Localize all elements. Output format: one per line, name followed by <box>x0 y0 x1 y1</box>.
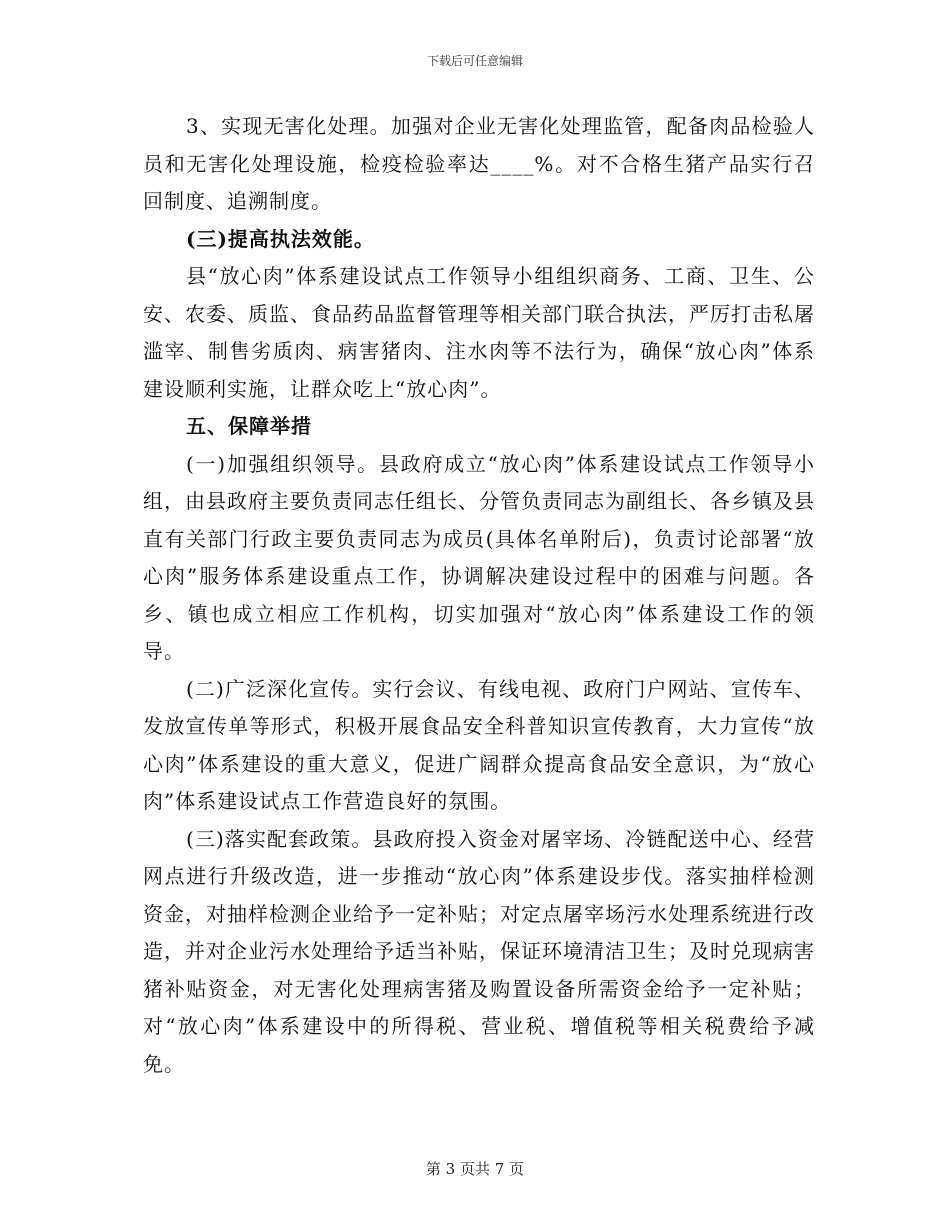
page-header: 下载后可任意编辑 <box>426 54 523 68</box>
paragraph-item-3: 3、实现无害化处理。加强对企业无害化处理监管，配备肉品检验人员和无害化处理设施，检疫检验率达____%。对不合格生猪产品实行召回制度、追溯制度。 <box>143 114 815 213</box>
paragraph-publicity: (二)广泛深化宣传。实行会议、有线电视、政府门户网站、宣传车、发放宣传单等形式，积极开展食品安全科普知识宣传教育，大力宣传“放心肉”体系建设的重大意义，促进广阔群众提高食品安全意识，为“放心肉”体系建设试点工作营造良好的氛围。 <box>143 676 815 813</box>
paragraph-organization: (一)加强组织领导。县政府成立“放心肉”体系建设试点工作领导小组，由县政府主要负责同志任组长、分管负责同志为副组长、各乡镇及县直有关部门行政主要负责同志为成员(具体名单附后)，负责讨论部署“放心肉”服务体系建设重点工作，协调解决建设过程中的困难与问题。各乡、镇也成立相应工作机构，切实加强对“放心肉”体系建设工作的领导。 <box>143 451 815 663</box>
page-number: 第 3 页共 7 页 <box>425 1160 525 1178</box>
section-heading-safeguards: 五、保障举措 <box>186 414 312 438</box>
paragraph-enforcement: 县“放心肉”体系建设试点工作领导小组组织商务、工商、卫生、公安、农委、质监、食品药品监督管理等相关部门联合执法，严厉打击私屠滥宰、制售劣质肉、病害猪肉、注水肉等不法行为，确保“放心肉”体系建设顺利实施，让群众吃上“放心肉”。 <box>143 264 815 401</box>
document-body <box>143 108 815 1083</box>
section-heading-enforcement: (三)提高执法效能。 <box>186 226 375 251</box>
paragraph-policy: (三)落实配套政策。县政府投入资金对屠宰场、冷链配送中心、经营网点进行升级改造，进一步推动“放心肉”体系建设步伐。落实抽样检测资金，对抽样检测企业给予一定补贴；对定点屠宰场污水处理系统进行改造，并对企业污水处理给予适当补贴，保证环境清洁卫生；及时兑现病害猪补贴资金，对无害化处理病害猪及购置设备所需资金给予一定补贴；对“放心肉”体系建设中的所得税、营业税、增值税等相关税费给予减免。 <box>143 826 815 1076</box>
